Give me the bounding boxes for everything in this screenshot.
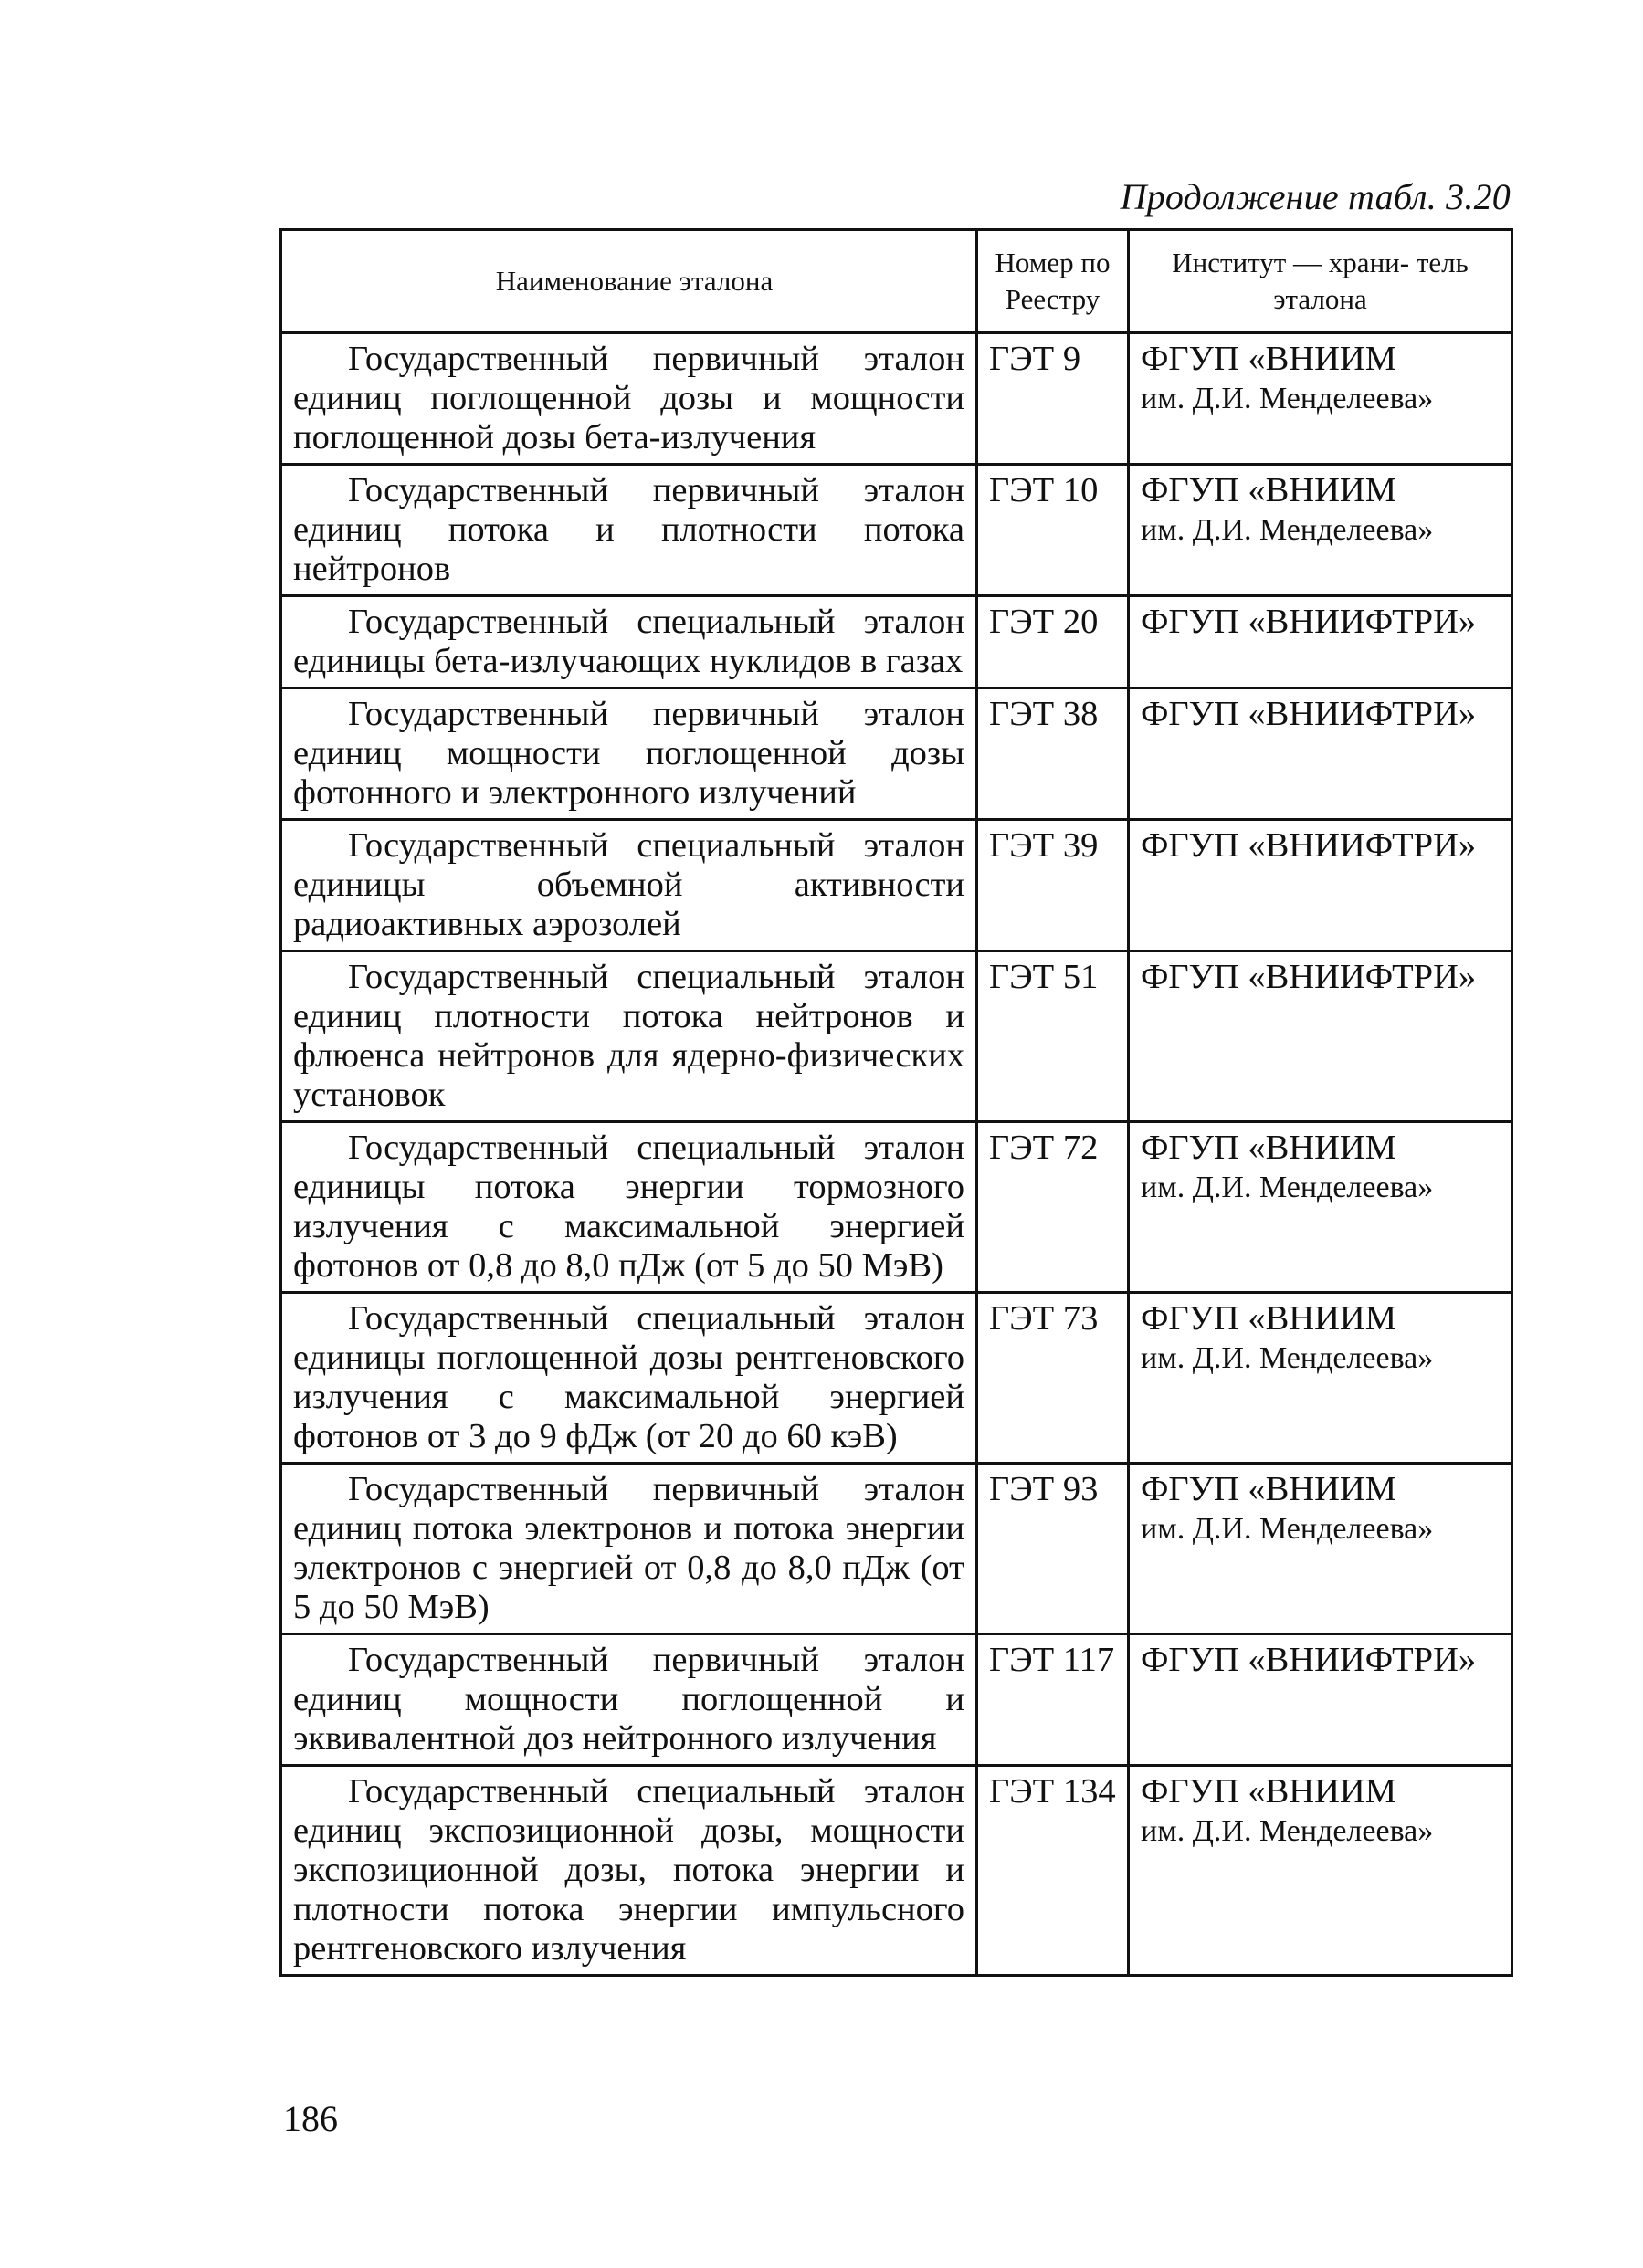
- table-header-row: [281, 230, 1512, 333]
- standard-name: Государственный первичный эталон единиц мощности поглощенной и эквивалентной доз нейтронного излучения: [281, 1634, 977, 1766]
- registry-number: ГЭТ 10: [977, 465, 1129, 596]
- standard-name: Государственный первичный эталон единиц потока и плотности потока нейтронов: [281, 465, 977, 596]
- institute-name: ФГУП «ВНИИФТРИ»: [1141, 1641, 1477, 1679]
- institute-name: ФГУП «ВНИИФТРИ»: [1141, 603, 1477, 641]
- table-row: [281, 596, 1512, 688]
- table-row: [281, 1766, 1512, 1976]
- standard-name: Государственный первичный эталон единиц поглощенной дозы и мощности поглощенной дозы бета-излучения: [281, 333, 977, 465]
- institute-cell: [1129, 951, 1512, 1122]
- registry-number: ГЭТ 38: [977, 688, 1129, 820]
- institute-cell: [1129, 1634, 1512, 1766]
- institute-cell: [1129, 596, 1512, 688]
- table-row: [281, 1464, 1512, 1634]
- registry-number: ГЭТ 39: [977, 820, 1129, 951]
- registry-number: ГЭТ 117: [977, 1634, 1129, 1766]
- institute-name-suffix: им. Д.И. Менделеева»: [1141, 1171, 1434, 1204]
- registry-number: ГЭТ 51: [977, 951, 1129, 1122]
- table-row: [281, 1122, 1512, 1293]
- institute-name: ФГУП «ВНИИФТРИ»: [1141, 826, 1477, 865]
- institute-name: ФГУП «ВНИИМ: [1141, 1772, 1396, 1811]
- standard-name: Государственный специальный эталон единицы объемной активности радиоактивных аэрозолей: [281, 820, 977, 951]
- registry-number: ГЭТ 73: [977, 1293, 1129, 1464]
- institute-name: ФГУП «ВНИИФТРИ»: [1141, 695, 1477, 733]
- table-row: [281, 333, 1512, 465]
- institute-cell: [1129, 820, 1512, 951]
- registry-number: ГЭТ 72: [977, 1122, 1129, 1293]
- registry-number: ГЭТ 9: [977, 333, 1129, 465]
- standard-name: Государственный первичный эталон единиц потока электронов и потока энергии электронов с энергией от 0,8 до 8,0 пДж (от 5 до 50 МэВ): [281, 1464, 977, 1634]
- institute-name: ФГУП «ВНИИМ: [1141, 340, 1396, 378]
- standard-name: Государственный специальный эталон единиц плотности потока нейтронов и флюенса нейтронов для ядерно-физических установок: [281, 951, 977, 1122]
- page-number: 186: [283, 2098, 338, 2139]
- standard-name: Государственный специальный эталон единицы потока энергии тормозного излучения с максимальной энергией фотонов от 0,8 до 8,0 пДж (от 5 до 50 МэВ): [281, 1122, 977, 1293]
- table-row: [281, 1634, 1512, 1766]
- header-institute: Институт — храни- тель эталона: [1129, 230, 1512, 333]
- institute-name-suffix: им. Д.И. Менделеева»: [1141, 1341, 1434, 1375]
- header-name: Наименование эталона: [281, 230, 977, 333]
- table-row: [281, 465, 1512, 596]
- institute-name: ФГУП «ВНИИМ: [1141, 1129, 1396, 1167]
- institute-name-suffix: им. Д.И. Менделеева»: [1141, 382, 1434, 415]
- institute-cell: [1129, 1766, 1512, 1976]
- institute-name-suffix: им. Д.И. Менделеева»: [1141, 513, 1434, 547]
- institute-name: ФГУП «ВНИИФТРИ»: [1141, 958, 1477, 996]
- institute-name: ФГУП «ВНИИМ: [1141, 471, 1396, 509]
- standard-name: Государственный специальный эталон единиц экспозиционной дозы, мощности экспозиционной дозы, потока энергии и плотности потока энергии импульсного рентгеновского излучения: [281, 1766, 977, 1976]
- standard-name: Государственный первичный эталон единиц мощности поглощенной дозы фотонного и электронного излучений: [281, 688, 977, 820]
- table-caption: Продолжение табл. 3.20: [1120, 176, 1511, 217]
- table-row: [281, 951, 1512, 1122]
- institute-cell: [1129, 333, 1512, 465]
- institute-cell: [1129, 1464, 1512, 1634]
- institute-cell: [1129, 1122, 1512, 1293]
- institute-name-suffix: им. Д.И. Менделеева»: [1141, 1814, 1434, 1848]
- registry-number: ГЭТ 93: [977, 1464, 1129, 1634]
- institute-cell: [1129, 688, 1512, 820]
- institute-cell: [1129, 465, 1512, 596]
- table-row: [281, 688, 1512, 820]
- standard-name: Государственный специальный эталон единицы поглощенной дозы рентгеновского излучения с максимальной энергией фотонов от 3 до 9 фДж (от 20 до 60 кэВ): [281, 1293, 977, 1464]
- table-row: [281, 1293, 1512, 1464]
- institute-name-suffix: им. Д.И. Менделеева»: [1141, 1512, 1434, 1546]
- standard-name: Государственный специальный эталон единицы бета-излучающих нуклидов в газах: [281, 596, 977, 688]
- registry-number: ГЭТ 20: [977, 596, 1129, 688]
- institute-name: ФГУП «ВНИИМ: [1141, 1299, 1396, 1338]
- institute-cell: [1129, 1293, 1512, 1464]
- institute-name: ФГУП «ВНИИМ: [1141, 1470, 1396, 1508]
- table-row: [281, 820, 1512, 951]
- header-number: Номер по Реестру: [977, 230, 1129, 333]
- standards-table: [279, 228, 1513, 1977]
- registry-number: ГЭТ 134: [977, 1766, 1129, 1976]
